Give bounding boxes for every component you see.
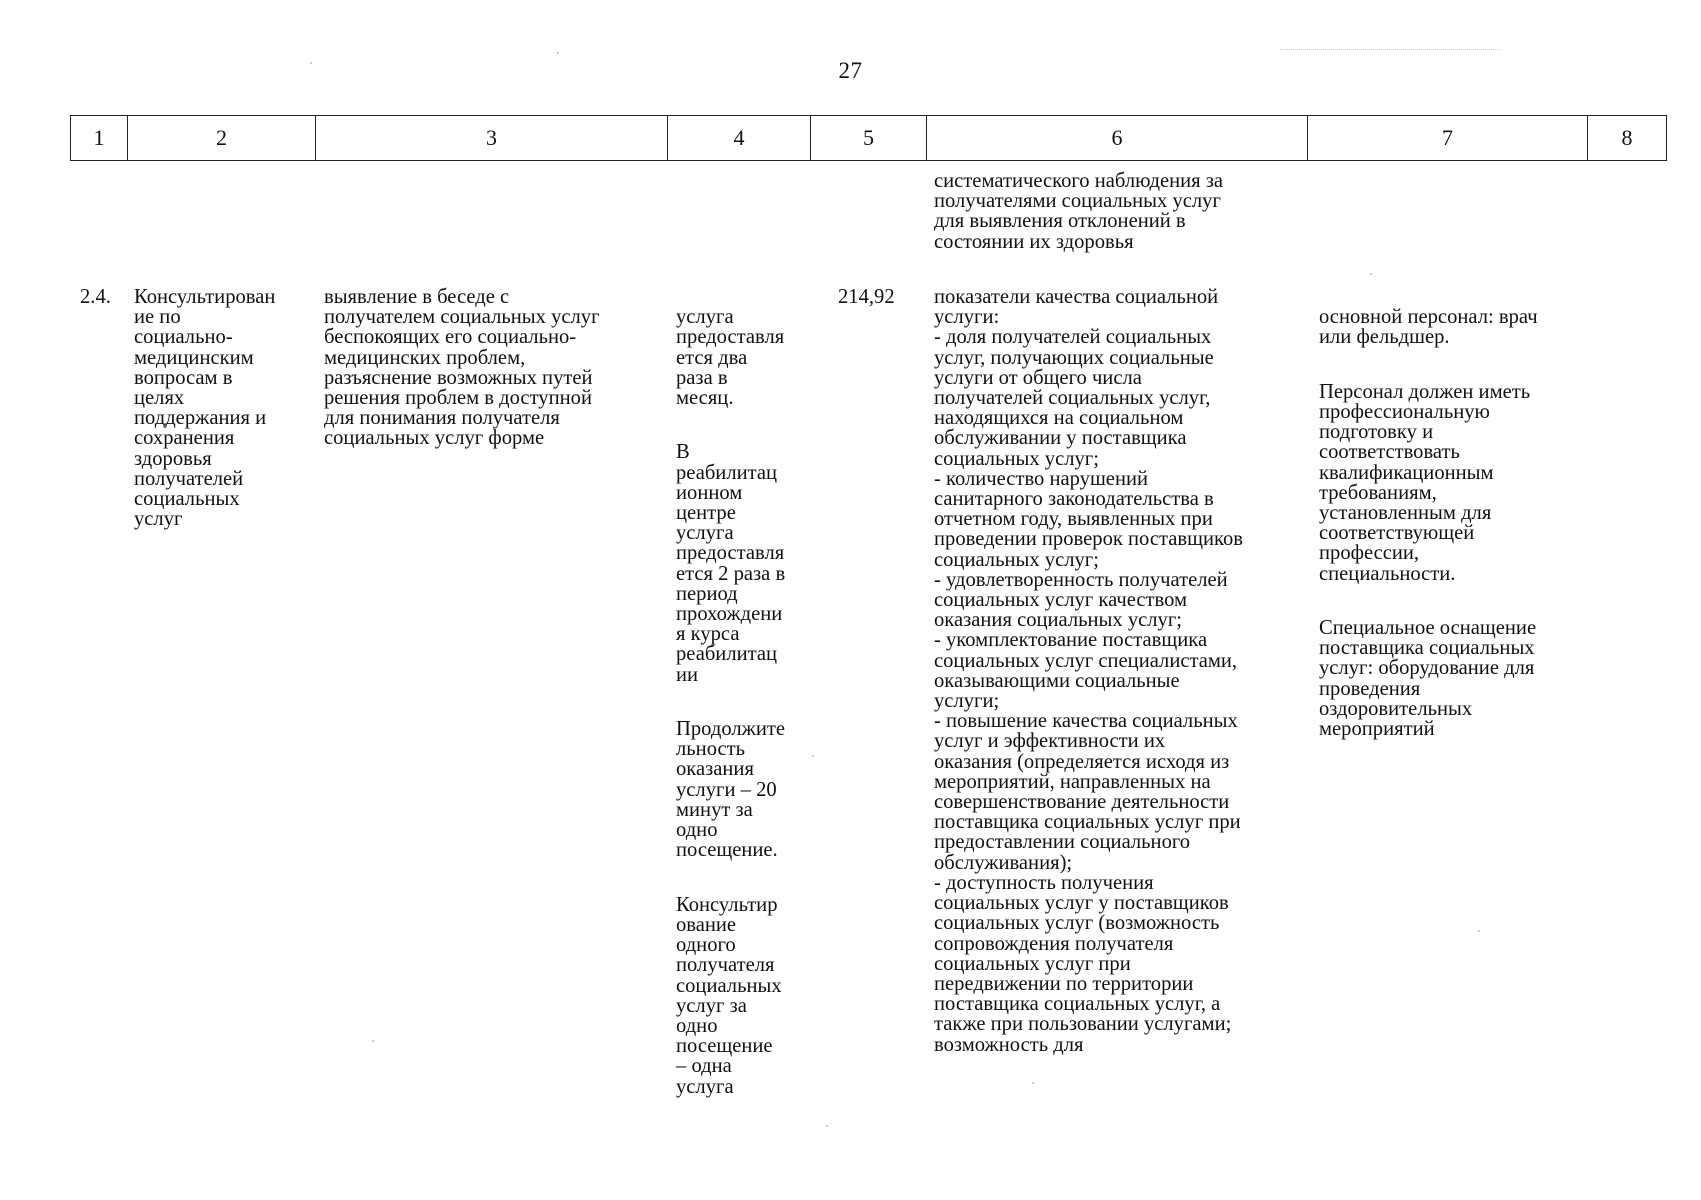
scan-artifact-line bbox=[1280, 49, 1500, 51]
service-conditions bbox=[1319, 287, 1594, 759]
conditions-staff: основной персонал: врач или фельдшер. bbox=[1319, 306, 1538, 349]
conditions-qualification: Персонал должен иметь профессиональную подготовку и соответствовать квалификационным требованиям, установленным для соответствующей профессии, специальности. bbox=[1319, 380, 1531, 585]
header-row bbox=[71, 116, 1667, 161]
row-number: 2.4. bbox=[80, 286, 111, 308]
scan-speck bbox=[812, 755, 814, 757]
timing-paragraph-duration: Продолжите льность оказания услуги – 20 минут за одно посещение. bbox=[676, 718, 786, 862]
timing-paragraph-frequency: услуга предоставля ется два раза в месяц. bbox=[676, 306, 785, 410]
column-number-header bbox=[70, 115, 1667, 161]
continuation-quality-text: систематического наблюдения за получателями социальных услуг для выявления отклонений в состоянии их здоровья bbox=[934, 170, 1224, 253]
column-number-1: 1 bbox=[71, 116, 128, 161]
column-number-8: 8 bbox=[1588, 116, 1667, 161]
scan-speck bbox=[1370, 273, 1372, 275]
column-number-3: 3 bbox=[316, 116, 668, 161]
scan-speck bbox=[1478, 930, 1480, 932]
timing-paragraph-unit: Консультир ование одного получателя социальных услуг за одно посещение – одна услуга bbox=[676, 893, 782, 1098]
quality-indicators: показатели качества социальной услуги: - доля получателей социальных услуг, получающих социальные услуги от общего числа получателей социальных услуг, находящихся на социальном обслуживании у поставщика социальных услуг; - количество нарушений санитарного законодательства в отчетном году, выявленных при проведении проверок поставщиков социальных услуг; - удовлетворенность получателей социальных услуг качеством оказания социальных услуг; - укомплектование поставщика социальных услуг специалистами, оказывающими социальные услуги; - повышение качества социальных услуг и эффективности их оказания (определяется исходя из мероприятий, направленных на совершенствование деятельности поставщика социальных услуг при предоставлении социального обслуживания); - доступность получения социальных услуг у поставщиков социальных услуг (возможность сопровождения получателя социальных услуг при передвижении по территории поставщика социальных услуг, а также при пользовании услугами; возможность для bbox=[934, 286, 1243, 1056]
timing-paragraph-rehab-center: В реабилитац ионном центре услуга предоставля ется 2 раза в период прохождени я курса реабилитац ии bbox=[676, 441, 786, 686]
service-description: выявление в беседе с получателем социальных услуг беспокоящих его социально- медицинских проблем, разъяснение возможных путей решения проблем в доступной для понимания получателя социальных услуг форме bbox=[324, 286, 600, 450]
service-timing bbox=[676, 287, 816, 1117]
conditions-equipment: Специальное оснащение поставщика социальных услуг: оборудование для проведения оздоровительных мероприятий bbox=[1319, 617, 1537, 741]
scan-speck bbox=[826, 1125, 828, 1127]
scan-speck bbox=[557, 52, 559, 54]
scan-speck bbox=[372, 1040, 374, 1042]
column-number-2: 2 bbox=[128, 116, 316, 161]
column-number-6: 6 bbox=[927, 116, 1308, 161]
scan-speck bbox=[1032, 1082, 1034, 1084]
service-tariff: 214,92 bbox=[838, 286, 895, 308]
column-number-7: 7 bbox=[1308, 116, 1588, 161]
column-number-4: 4 bbox=[668, 116, 811, 161]
service-name: Консультирован ие по социально- медицинским вопросам в целях поддержания и сохранения здоровья получателей социальных услуг bbox=[134, 286, 276, 531]
scan-speck bbox=[310, 62, 312, 64]
page-number: 27 bbox=[838, 58, 863, 83]
column-number-5: 5 bbox=[811, 116, 927, 161]
